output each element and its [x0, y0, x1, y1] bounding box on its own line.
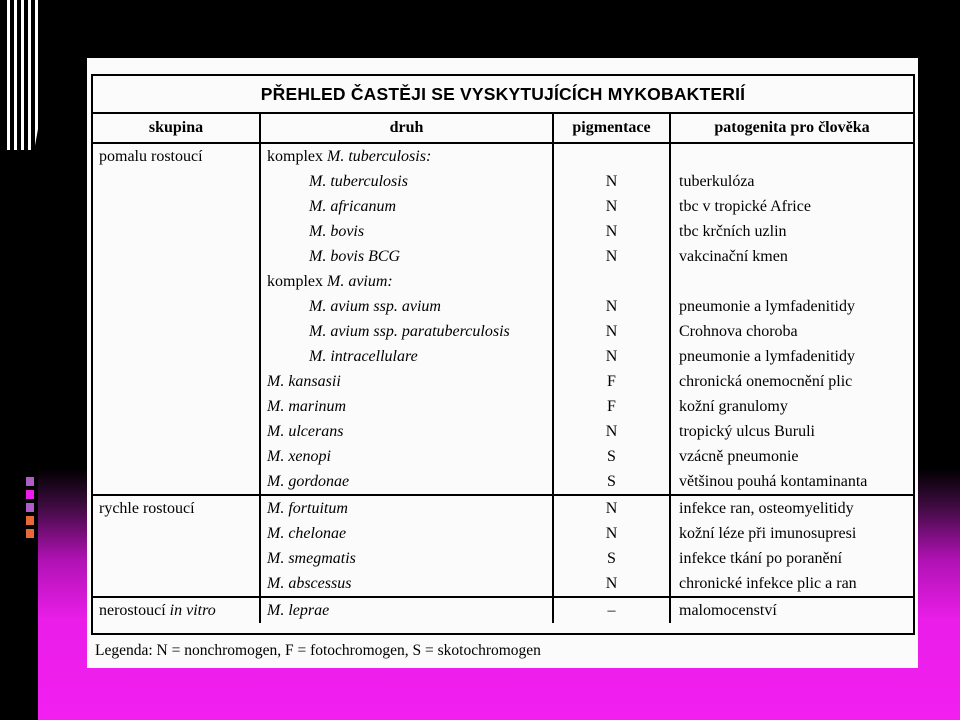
pigmentace-cell: N — [605, 173, 618, 190]
patogenita-cell: kožní léze při imunosupresi — [679, 525, 857, 542]
header-druh: druh — [261, 114, 554, 142]
patogenita-column — [671, 598, 913, 623]
pigmentace-column — [554, 598, 671, 623]
pigmentace-cell: S — [607, 473, 616, 490]
species-name: M. abscessus — [267, 575, 352, 592]
druh-cell — [261, 344, 552, 369]
druh-prefix: komplex — [267, 273, 327, 290]
patogenita-cell: malomocenství — [679, 602, 777, 619]
druh-cell — [261, 244, 552, 269]
druh-cell — [261, 469, 552, 494]
decorative-stripes — [7, 0, 41, 150]
species-name: M. kansasii — [267, 373, 341, 390]
table-body — [93, 144, 913, 623]
species-name: M. fortuitum — [267, 500, 348, 517]
druh-cell — [261, 419, 552, 444]
druh-cell — [261, 169, 552, 194]
patogenita-cell: Crohnova choroba — [679, 323, 798, 340]
group-name-text: rychle rostoucí — [99, 500, 195, 517]
patogenita-cell: většinou pouhá kontaminanta — [679, 473, 868, 490]
patogenita-cell: vzácně pneumonie — [679, 448, 799, 465]
species-name: M. africanum — [309, 198, 397, 215]
pigmentace-cell: N — [605, 198, 618, 215]
species-name: M. avium ssp. avium — [309, 298, 441, 315]
patogenita-cell: tuberkulóza — [679, 173, 755, 190]
species-name: M. tuberculosis: — [327, 148, 432, 165]
legend: Legenda: N = nonchromogen, F = fotochromogen, S = skotochromogen — [95, 642, 541, 659]
group-name-italic: in vitro — [169, 602, 216, 619]
druh-column — [261, 496, 554, 596]
species-name: M. xenopi — [267, 448, 331, 465]
pigmentace-cell — [554, 144, 669, 169]
pigmentace-column — [554, 496, 671, 596]
druh-cell — [261, 294, 552, 319]
pigmentace-cell — [554, 269, 669, 294]
druh-cell — [261, 496, 552, 521]
species-name: M. avium: — [327, 273, 393, 290]
species-name: M. marinum — [267, 398, 347, 415]
pigmentace-cell: N — [605, 525, 618, 542]
species-name: M. bovis BCG — [309, 248, 401, 265]
group-cell — [93, 144, 261, 494]
patogenita-cell: chronická onemocnění plic — [679, 373, 853, 390]
species-name: M. tuberculosis — [309, 173, 408, 190]
group-name — [93, 496, 259, 521]
patogenita-cell: pneumonie a lymfadenitidy — [679, 298, 855, 315]
group — [93, 598, 913, 623]
header-pigmentace: pigmentace — [554, 114, 671, 142]
druh-cell — [261, 521, 552, 546]
species-name: M. gordonae — [267, 473, 350, 490]
pigmentace-cell: N — [605, 500, 618, 517]
group-cell — [93, 496, 261, 596]
pigmentace-column — [554, 144, 671, 494]
group-name-text: nerostoucí — [99, 602, 170, 619]
species-name: M. ulcerans — [267, 423, 344, 440]
species-name: M. intracellulare — [309, 348, 418, 365]
pigmentace-cell: – — [607, 602, 616, 619]
pigmentace-cell: F — [607, 373, 616, 390]
druh-column — [261, 598, 554, 623]
druh-cell — [261, 194, 552, 219]
pigmentace-cell: S — [607, 550, 616, 567]
druh-cell — [261, 319, 552, 344]
druh-cell — [261, 269, 552, 294]
druh-cell — [261, 394, 552, 419]
header-skupina: skupina — [93, 114, 261, 142]
pigmentace-cell: S — [607, 448, 616, 465]
pigmentace-cell: N — [605, 348, 618, 365]
druh-cell — [261, 571, 552, 596]
patogenita-column — [671, 496, 913, 596]
pigmentace-cell: N — [605, 298, 618, 315]
patogenita-cell: infekce tkání po poranění — [679, 550, 843, 567]
pigmentace-cell: N — [605, 575, 618, 592]
pigmentace-cell: N — [605, 223, 618, 240]
group — [93, 496, 913, 598]
druh-cell — [261, 444, 552, 469]
patogenita-cell: pneumonie a lymfadenitidy — [679, 348, 855, 365]
slide-image — [87, 58, 918, 668]
druh-cell — [261, 144, 552, 169]
patogenita-cell: vakcinační kmen — [679, 248, 788, 265]
species-name: M. bovis — [309, 223, 365, 240]
patogenita-cell — [671, 144, 913, 169]
decorative-accent — [26, 477, 34, 543]
patogenita-column — [671, 144, 913, 494]
druh-column — [261, 144, 554, 494]
species-name: M. leprae — [267, 602, 330, 619]
patogenita-cell: infekce ran, osteomyelitidy — [679, 500, 854, 517]
species-name: M. smegmatis — [267, 550, 356, 567]
druh-prefix: komplex — [267, 148, 327, 165]
patogenita-cell — [671, 269, 913, 294]
druh-cell — [261, 546, 552, 571]
patogenita-cell: chronické infekce plic a ran — [679, 575, 857, 592]
group-name-text: pomalu rostoucí — [99, 148, 203, 165]
species-name: M. chelonae — [267, 525, 347, 542]
patogenita-cell: kožní granulomy — [679, 398, 788, 415]
patogenita-cell: tbc v tropické Africe — [679, 198, 811, 215]
group-name — [93, 598, 259, 623]
pigmentace-cell: N — [605, 323, 618, 340]
druh-cell — [261, 369, 552, 394]
druh-cell — [261, 598, 552, 623]
table-header — [93, 114, 913, 144]
pigmentace-cell: F — [607, 398, 616, 415]
pigmentace-cell: N — [605, 423, 618, 440]
group — [93, 144, 913, 496]
pigmentace-cell: N — [605, 248, 618, 265]
table-title: PŘEHLED ČASTĚJI SE VYSKYTUJÍCÍCH MYKOBAKTERIÍ — [93, 76, 913, 114]
group-name — [93, 144, 259, 169]
group-cell — [93, 598, 261, 623]
patogenita-cell: tropický ulcus Buruli — [679, 423, 815, 440]
mycobacteria-table — [91, 74, 915, 635]
header-patogenita: patogenita pro člověka — [714, 119, 870, 136]
druh-cell — [261, 219, 552, 244]
patogenita-cell: tbc krčních uzlin — [679, 223, 787, 240]
species-name: M. avium ssp. paratuberculosis — [309, 323, 510, 340]
